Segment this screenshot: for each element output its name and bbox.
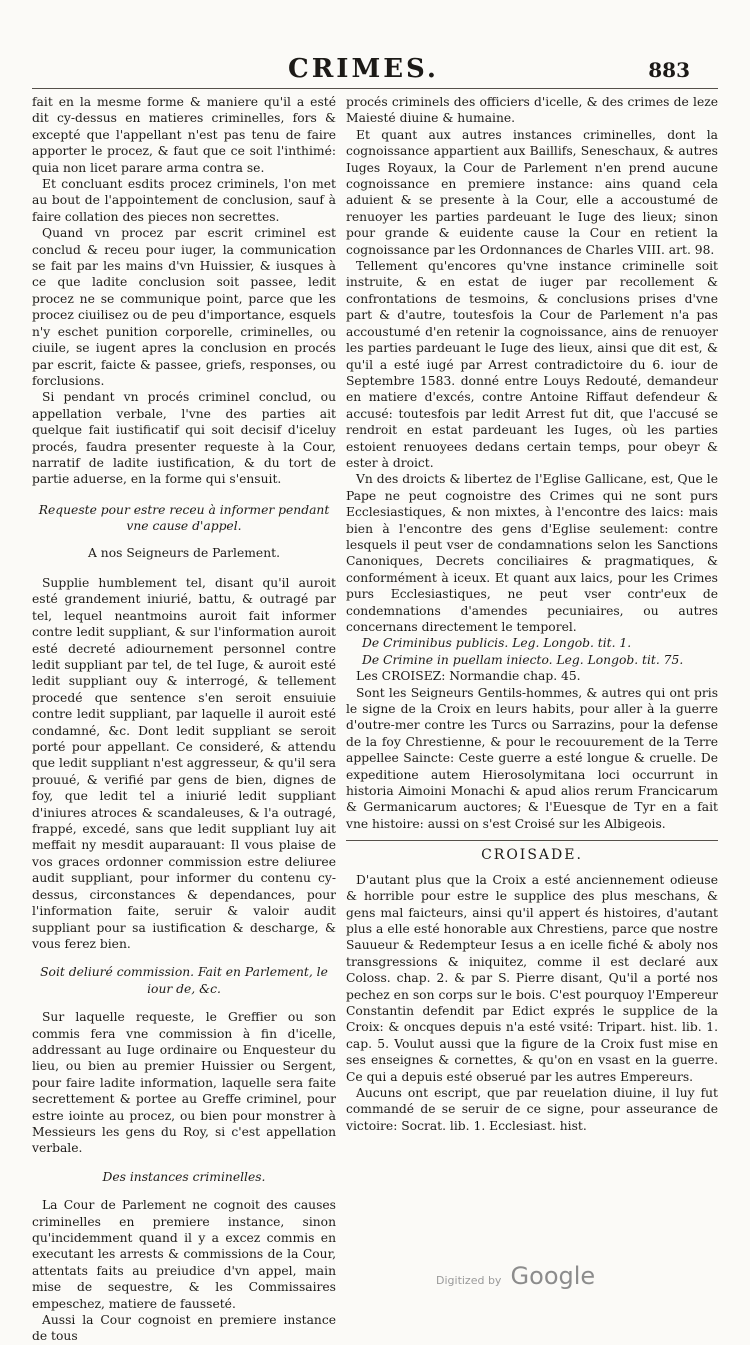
paragraph: Et quant aux autres instances criminelles, dont la cognoissance appartient aux Baillifs, Seneschaux, & autres Iuges Royaux, la Cour de Parlement n'en prend aucune cognoissance en premiere instance: ains quand cela aduient & se presente à la Cour, elle a accoustumé de renuoyer les parties pardeuant le Iuge des lieux; sinon pour grande & euidente cause la Cour en retient la cognoissance par les Ordonnances de Charles VIII. art. 98. (346, 127, 718, 257)
paragraph: D'autant plus que la Croix a esté anciennement odieuse & horrible pour estre le supplice des plus meschans, & gens mal faicteurs, ainsi qu'il appert és histoires, d'autant plus a elle esté honorable aux Chrestiens, parce que nostre Sauueur & Redempteur Iesus a en icelle fiché & aboly nos transgressions & iniquitez, comme il est declaré aux Coloss. chap. 2. & par S. Pierre disant, Qu'il a porté nos pechez en son corps sur le bois. C'est pourquoy l'Empereur Constantin defendit par Edict exprés le supplice de la Croix: & oncques depuis n'a esté vsité: Tripart. hist. lib. 1. cap. 5. Voulut aussi que la figure de la Croix fust mise en ses enseignes & cornettes, & qu'on en vsast en la guerre. Ce qui a depuis esté obserué par les autres Empereurs. (346, 872, 718, 1084)
paragraph: Tellement qu'encores qu'vne instance criminelle soit instruite, & en estat de iuger par recollement & confrontations de tesmoins, & conclusions prises d'vne part & d'autre, toutesfois la Cour de Parlement n'a pas accoustumé d'en retenir la cognoissance, ains de renuoyer les parties pardeuant le Iuge des lieux, ainsi que dit est, & qu'il a esté iugé par Arrest contradictoire du 6. iour de Septembre 1583. donné entre Louys Redouté, demandeur en matiere d'excés, contre Antoine Riffaut defendeur & accusé: toutesfois par ledit Arrest fut dit, que l'accusé se rendroit en estat pardeuant les Iuges, où les parties estoient renuoyees dedans certain temps, pour obeyr & ester à droict. (346, 259, 718, 470)
header-rule (32, 88, 718, 89)
watermark-prefix: Digitized by (436, 1274, 502, 1287)
section-heading: Des instances criminelles. (102, 1169, 266, 1184)
right-column (346, 94, 718, 1134)
paragraph: Sur laquelle requeste, le Greffier ou son commis fera vne commission à fin d'icelle, addressant au Iuge ordinaire ou Enquesteur du lieu, ou bien au premier Huissier ou Sergent, pour faire ladite information, laquelle sera faite secrettement & portee au Greffe criminel, pour estre iointe au procez, ou bien pour monstrer à Messieurs les gens du Roy, si c'est appellation verbale. (32, 1010, 336, 1156)
paragraph: procés criminels des officiers d'icelle, & des crimes de leze Maiesté diuine & humaine. (346, 95, 718, 126)
paragraph: Si pendant vn procés criminel conclud, ou appellation verbale, l'vne des parties ait quelque fait iustificatif qui soit decisif d'iceluy procés, faudra presenter requeste à la Cour, narratif de ladite iustification, & du tort de partie aduerse, en la forme qui s'ensuit. (32, 390, 336, 487)
paragraph: Sont les Seigneurs Gentils-hommes, & autres qui ont pris le signe de la Croix en leurs habits, pour aller à la guerre d'outre-mer contre les Turcs ou Sarrazins, pour la defense de la foy Chrestienne, & pour le recouurement de la Terre appellee Saincte: Ceste guerre a esté longue & cruelle. De expeditione autem Hierosolymitana loci occurrunt in historia Aimoini Monachi & apud alios rerum Francicarum & Germanicarum auctores; & l'Euesque de Tyr en a fait vne histoire: aussi on s'est Croisé sur les Albigeois. (346, 685, 718, 831)
address-line: A nos Seigneurs de Parlement. (88, 545, 280, 560)
section-heading: Requeste pour estre receu à informer pendant vne cause d'appel. (38, 502, 330, 534)
page-header (30, 46, 720, 86)
citation: Les CROISEZ: Normandie chap. 45. (356, 669, 581, 684)
left-column (32, 94, 336, 1345)
running-title: CRIMES. (288, 54, 439, 84)
paragraph: Et concluant esdits procez criminels, l'on met au bout de l'appointement de conclusion, sauf à faire collation des pieces non secrettes. (32, 177, 336, 224)
paragraph: fait en la mesme forme & maniere qu'il a esté dit cy-dessus en matieres criminelles, fors & excepté que l'appellant n'est pas tenu de faire apporter le procez, & faut que ce soit l'inthimé: quia non licet parare arma contra se. (32, 95, 336, 175)
section-title: CROISADE. (346, 840, 718, 863)
paragraph: Quand vn procez par escrit criminel est conclud & receu pour iuger, la communication se fait par les mains d'vn Huissier, & iusques à ce que ladite conclusion soit passee, ledit procez ne se communique point, parce que les procez ciuilisez ou de peu d'importance, esquels n'y eschet punition corporelle, criminelles, ou ciuile, se iugent apres la conclusion en procés par escrit, faicte & passee, griefs, responses, ou forclusions. (32, 226, 336, 388)
paragraph: La Cour de Parlement ne cognoit des causes criminelles en premiere instance, sinon qu'incidemment quand il y a excez commis en executant les arrests & commissions de la Cour, attentats faits au preiudice d'vn appel, main mise de sequestre, & les Commissaires empeschez, matiere de fausseté. (32, 1198, 336, 1311)
paragraph: Vn des droicts & libertez de l'Eglise Gallicane, est, Que le Pape ne peut cognoistre des Crimes qui ne sont purs Ecclesiastiques, & non mixtes, à l'encontre des laics: mais bien à l'encontre des gens d'Eglise seulement: contre lesquels il peut vser de condamnations selon les Sanctions Canoniques, Decrets conciliaires & pragmatiques, & conformément à iceux. Et quant aux laics, pour les Crimes purs Ecclesiastiques, ne peut vser contr'eux de condemnations d'amendes pecuniaires, ou autres concernans directement le temporel. (346, 472, 718, 634)
citation: De Criminibus publicis. Leg. Longob. tit. 1. (362, 636, 632, 651)
paragraph: Aucuns ont escript, que par reuelation diuine, il luy fut commandé de se seruir de ce signe, pour asseurance de victoire: Socrat. lib. 1. Ecclesiast. hist. (346, 1085, 718, 1133)
citation: De Crimine in puellam iniecto. Leg. Longob. tit. 75. (362, 652, 684, 667)
page-number: 883 (648, 58, 690, 82)
section-heading: Soit deliuré commission. Fait en Parlement, le iour de, &c. (40, 965, 328, 996)
paragraph: Aussi la Cour cognoist en premiere instance de tous (32, 1313, 336, 1344)
digitized-watermark (436, 1262, 595, 1290)
paragraph: Supplie humblement tel, disant qu'il auroit esté grandement iniurié, battu, & outragé par tel, lequel neantmoins auroit fait informer contre ledit suppliant, & sur l'information auroit esté decreté adiournement personnel contre ledit suppliant par tel, de tel Iuge, & auroit esté ledit suppliant ouy & interrogé, & tellement procedé que sentence s'en seroit ensuiuie contre ledit suppliant, par laquelle il auroit esté condamné, &c. Dont ledit suppliant se seroit porté pour appellant. Ce consideré, & attendu que ledit suppliant n'est aggresseur, & qu'il sera prouué, & verifié par gens de bien, dignes de foy, que ledit tel a iniurié ledit suppliant d'iniures atroces & scandaleuses, & l'a outragé, frappé, excedé, sans que ledit suppliant luy ait meffait ny mesdit auparauant: Il vous plaise de vos graces ordonner commission estre deliuree audit suppliant, pour informer du contenu cy-dessus, circonstances & dependances, pour l'information faite, seruir & valoir audit suppliant pour sa iustification & descharge, & vous ferez bien. (32, 575, 336, 951)
google-logo: Google (510, 1262, 596, 1290)
